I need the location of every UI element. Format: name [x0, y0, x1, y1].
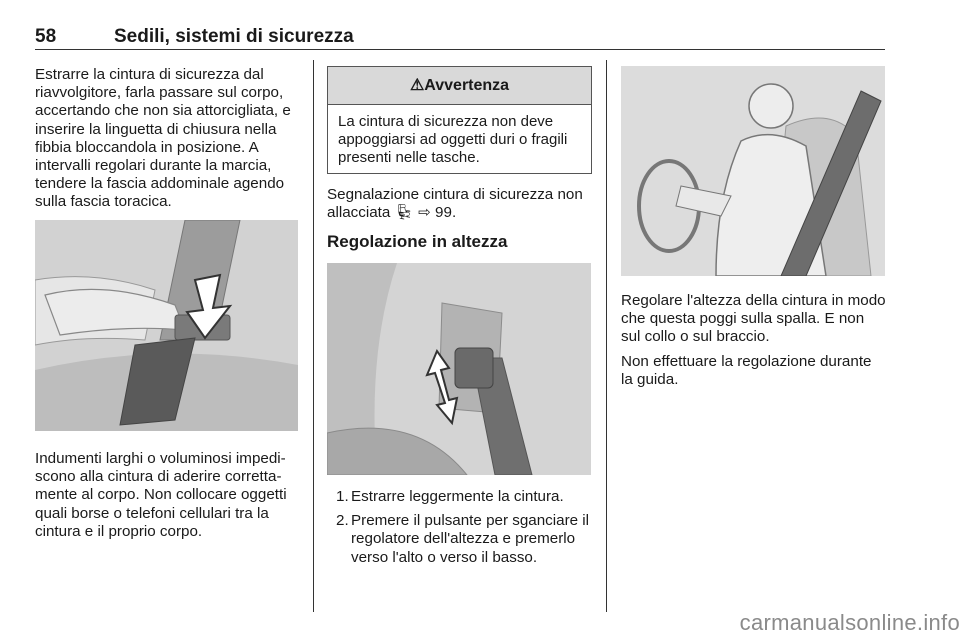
step-number: 1.: [336, 488, 349, 505]
signal-ref: 99.: [435, 204, 457, 222]
driver-seatbelt-illustration: [621, 66, 885, 276]
col1-text-bottom: [35, 450, 300, 541]
warning-text: La cintura di sicurezza non deve appoggiarsi ad oggetti duri o fragili presenti nelle tasche.: [338, 113, 568, 166]
page-number: 58: [35, 26, 57, 47]
warning-triangle-icon: ⚠: [409, 77, 425, 94]
column-divider-2: [606, 60, 607, 612]
column-divider-1: [313, 60, 314, 612]
watermark: carmanualsonline.info: [739, 610, 960, 635]
page-reference-icon: ⇨: [418, 204, 431, 222]
buckle-illustration: [35, 220, 298, 431]
no-adjust-driving-paragraph: Non effettuare la regolazione durante la guida.: [621, 352, 872, 388]
warning-header: [328, 67, 591, 105]
warning-title: Avvertenza: [424, 77, 510, 94]
signal-paragraph: [327, 186, 592, 222]
clothing-warning-paragraph: Indumenti larghi o voluminosi impediscono alla cintura di aderire correttamente al corpo. Non collocare oggetti quali borse o telefoni cellulari tra la cintura e il proprio corpo.: [35, 450, 287, 540]
step-text: Premere il pulsante per sganciare il regolatore dell'altezza e premerlo verso l'alto o verso il basso.: [351, 512, 590, 566]
adjust-height-paragraph: Regolare l'altezza della cintura in modo che questa poggi sulla spalla. E non sul collo o sul braccio.: [621, 292, 886, 346]
section-heading: Regolazione in altezza: [327, 232, 508, 251]
col1-text-top: [35, 66, 300, 212]
warning-box: [327, 66, 592, 174]
height-adjuster-illustration: [327, 263, 591, 475]
steps-list: [327, 488, 592, 573]
list-item: [327, 512, 592, 567]
list-item: [327, 488, 592, 506]
header-rule: [35, 49, 885, 50]
page-title: Sedili, sistemi di sicurezza: [114, 26, 354, 47]
col3-text: [621, 292, 886, 389]
seatbelt-icon: 💺︎: [394, 204, 414, 222]
step-number: 2.: [336, 512, 349, 530]
belt-fasten-paragraph: Estrarre la cintura di sicurezza dal riavvolgitore, farla passare sul corpo, accertando che non sia attorcigliata, e inserire la linguetta di chiusura nella fibbia bloccandola in posizione. A intervalli regolari durante la marcia, tendere la fascia addominale agendo sulla fascia toracica.: [35, 66, 291, 211]
signal-text: Segnalazione cintura di sicurezza non allacciata: [327, 186, 583, 222]
step-text: Estrarre leggermente la cintura.: [351, 488, 564, 505]
